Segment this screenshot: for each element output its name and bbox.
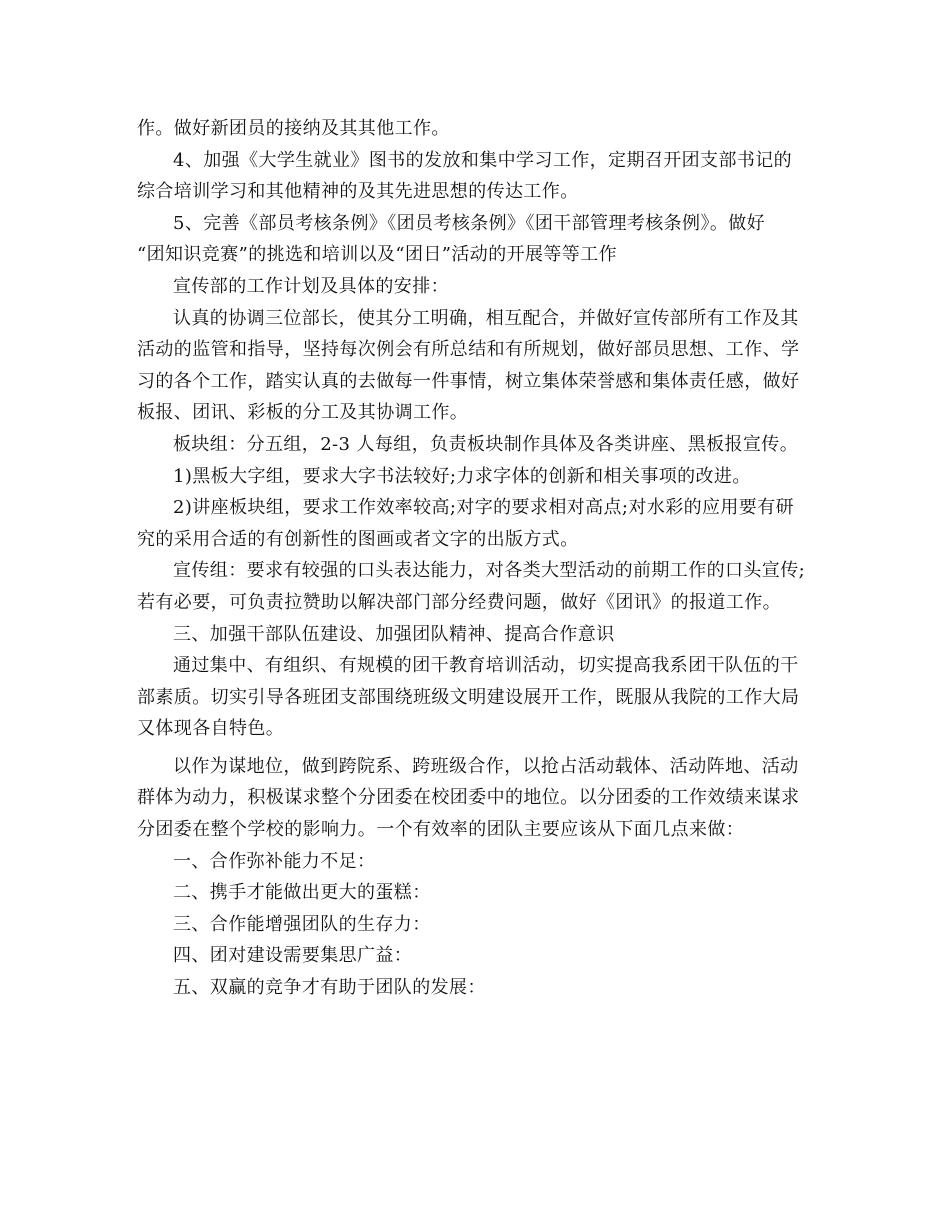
text-line: 究的采用合适的有创新性的图画或者文字的出版方式。 <box>137 528 579 550</box>
text-line: 板报、团讯、彩板的分工及其协调工作。 <box>137 402 469 424</box>
text-line: 5、完善《部员考核条例》《团员考核条例》《团干部管理考核条例》。做好 <box>173 212 766 234</box>
text-line: 综合培训学习和其他精神的及其先进思想的传达工作。 <box>137 181 579 203</box>
text-line: 部素质。切实引导各班团支部围绕班级文明建设展开工作，既服从我院的工作大局 <box>137 686 800 708</box>
text-line: 五、双赢的竞争才有助于团队的发展： <box>173 977 486 999</box>
text-line: 若有必要，可负责拉赞助以解决部门部分经费问题，做好《团讯》的报道工作。 <box>137 591 781 613</box>
text-line: 又体现各自特色。 <box>137 718 285 740</box>
text-line: 2)讲座板块组，要求工作效率较高;对字的要求相对高点;对水彩的应用要有研 <box>173 497 794 519</box>
text-line: 三、合作能增强团队的生存力： <box>173 913 431 935</box>
text-line: 分团委在整个学校的影响力。一个有效率的团队主要应该从下面几点来做： <box>137 819 745 841</box>
text-line: 通过集中、有组织、有规模的团干教育培训活动，切实提高我系团干队伍的干 <box>173 655 799 677</box>
document-body <box>137 113 827 1004</box>
text-line: 板块组：分五组，2-3 人每组，负责板块制作具体及各类讲座、黑板报宣传。 <box>173 433 799 455</box>
text-line: 以作为谋地位，做到跨院系、跨班级合作，以抢占活动载体、活动阵地、活动 <box>173 755 799 777</box>
text-line: “团知识竞赛”的挑选和培训以及“团日”活动的开展等等工作 <box>137 244 618 266</box>
text-line: 三、加强干部队伍建设、加强团队精神、提高合作意识 <box>173 623 615 645</box>
text-line: 二、携手才能做出更大的蛋糕： <box>173 882 431 904</box>
text-line: 群体为动力，积极谋求整个分团委在校团委中的地位。以分团委的工作效绩来谋求 <box>137 787 800 809</box>
text-line: 宣传组：要求有较强的口头表达能力，对各类大型活动的前期工作的口头宣传; <box>173 560 806 582</box>
text-line: 认真的协调三位部长，使其分工明确，相互配合，并做好宣传部所有工作及其 <box>173 307 799 329</box>
text-line: 宣传部的工作计划及具体的安排： <box>173 275 449 297</box>
text-line: 习的各个工作，踏实认真的去做每一件事情，树立集体荣誉感和集体责任感，做好 <box>137 370 800 392</box>
text-line: 一、合作弥补能力不足： <box>173 850 376 872</box>
text-line: 作。做好新团员的接纳及其其他工作。 <box>137 118 450 139</box>
text-line: 活动的监管和指导，坚持每次例会有所总结和有所规划，做好部员思想、工作、学 <box>137 339 800 361</box>
text-line: 4、加强《大学生就业》图书的发放和集中学习工作，定期召开团支部书记的 <box>173 149 793 171</box>
text-line: 1)黑板大字组，要求大字书法较好;力求字体的创新和相关事项的改进。 <box>173 465 751 487</box>
text-line: 四、团对建设需要集思广益： <box>173 945 413 967</box>
